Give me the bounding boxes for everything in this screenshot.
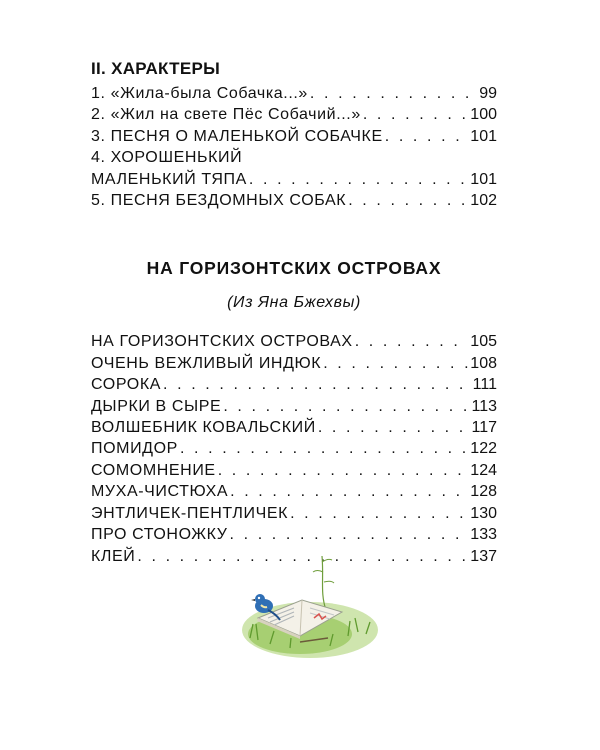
- toc-entry-title: ДЫРКИ В СЫРЕ: [91, 397, 222, 415]
- toc-entry-title: ОЧЕНЬ ВЕЖЛИВЫЙ ИНДЮК: [91, 354, 322, 372]
- toc-entry[interactable]: [91, 331, 497, 352]
- toc-entry-title: ПРО СТОНОЖКУ: [91, 526, 228, 544]
- section-title-characters: II. ХАРАКТЕРЫ: [91, 59, 221, 78]
- plant-stem-icon: [313, 556, 334, 610]
- toc-entry[interactable]: [91, 481, 497, 502]
- dot-leader: [355, 331, 469, 352]
- toc-entry-page: 101: [470, 127, 497, 145]
- toc-entry[interactable]: [91, 104, 497, 125]
- toc-entry-page: 133: [470, 526, 497, 544]
- toc-entry-page: 99: [479, 85, 497, 102]
- toc-entry-title: СОМОМНЕНИЕ: [91, 461, 216, 479]
- dot-leader: [230, 524, 469, 545]
- toc-entry[interactable]: [91, 169, 497, 190]
- dot-leader: [223, 396, 469, 417]
- dot-leader: [348, 190, 468, 211]
- toc-entry-first-line[interactable]: [91, 147, 497, 168]
- dot-leader: [363, 104, 468, 125]
- dot-leader: [385, 126, 469, 147]
- toc-entry-page: 101: [470, 170, 497, 188]
- toc-entry[interactable]: [91, 374, 497, 395]
- toc-entry-title: 2. «Жил на свете Пёс Собачий...»: [91, 106, 361, 124]
- dot-leader: [180, 438, 468, 459]
- toc-list-characters: [91, 83, 497, 211]
- toc-entry-page: 122: [470, 440, 497, 458]
- toc-entry[interactable]: [91, 396, 497, 417]
- toc-entry-page: 128: [470, 483, 497, 501]
- dot-leader: [249, 169, 468, 190]
- dot-leader: [323, 353, 468, 374]
- toc-entry[interactable]: [91, 438, 497, 459]
- table-of-contents-page: [91, 58, 497, 567]
- toc-entry-page: 117: [471, 419, 497, 437]
- section-subtitle: (Из Яна Бжехвы): [227, 294, 361, 312]
- toc-entry-page: 137: [470, 547, 497, 565]
- toc-entry-page: 105: [470, 333, 497, 351]
- toc-entry-title: 5. ПЕСНЯ БЕЗДОМНЫХ СОБАК: [91, 192, 347, 210]
- dot-leader: [218, 460, 469, 481]
- toc-entry-page: 102: [470, 192, 497, 210]
- toc-entry[interactable]: [91, 353, 497, 374]
- book-bird-illustration: [230, 548, 380, 668]
- toc-entry-title: ПОМИДОР: [91, 440, 178, 458]
- toc-list-islands: [91, 331, 497, 566]
- dot-leader: [310, 83, 477, 104]
- toc-entry[interactable]: [91, 83, 497, 104]
- toc-entry[interactable]: [91, 190, 497, 211]
- dot-leader: [318, 417, 470, 438]
- section-title-islands: НА ГОРИЗОНТСКИХ ОСТРОВАХ: [146, 258, 442, 279]
- toc-entry-page: 111: [472, 376, 497, 394]
- toc-entry-page: 130: [470, 504, 497, 522]
- toc-entry-title: 1. «Жила-была Собачка...»: [91, 85, 308, 102]
- dot-leader: [230, 481, 468, 502]
- toc-entry-title: МУХА-ЧИСТЮХА: [91, 483, 229, 501]
- toc-entry-title: 3. ПЕСНЯ О МАЛЕНЬКОЙ СОБАЧКЕ: [91, 127, 383, 145]
- toc-entry-title: СОРОКА: [91, 376, 162, 394]
- dot-leader: [163, 374, 471, 395]
- toc-entry-page: 100: [470, 106, 497, 124]
- toc-entry[interactable]: [91, 524, 497, 545]
- toc-entry-title: ЭНТЛИЧЕК-ПЕНТЛИЧЕК: [91, 504, 289, 522]
- toc-entry-page: 124: [470, 461, 497, 479]
- toc-entry-title: 4. ХОРОШЕНЬКИЙ: [91, 149, 243, 167]
- toc-entry-title: МАЛЕНЬКИЙ ТЯПА: [91, 170, 247, 188]
- toc-entry[interactable]: [91, 503, 497, 524]
- toc-entry-title: НА ГОРИЗОНТСКИХ ОСТРОВАХ: [91, 333, 353, 351]
- dot-leader: [290, 503, 468, 524]
- toc-entry-page: 108: [470, 354, 497, 372]
- toc-entry-title: ВОЛШЕБНИК КОВАЛЬСКИЙ: [91, 419, 316, 437]
- toc-entry[interactable]: [91, 126, 497, 147]
- toc-entry-page: 113: [471, 397, 497, 415]
- toc-entry[interactable]: [91, 417, 497, 438]
- toc-entry-title: КЛЕЙ: [91, 547, 136, 565]
- toc-entry[interactable]: [91, 460, 497, 481]
